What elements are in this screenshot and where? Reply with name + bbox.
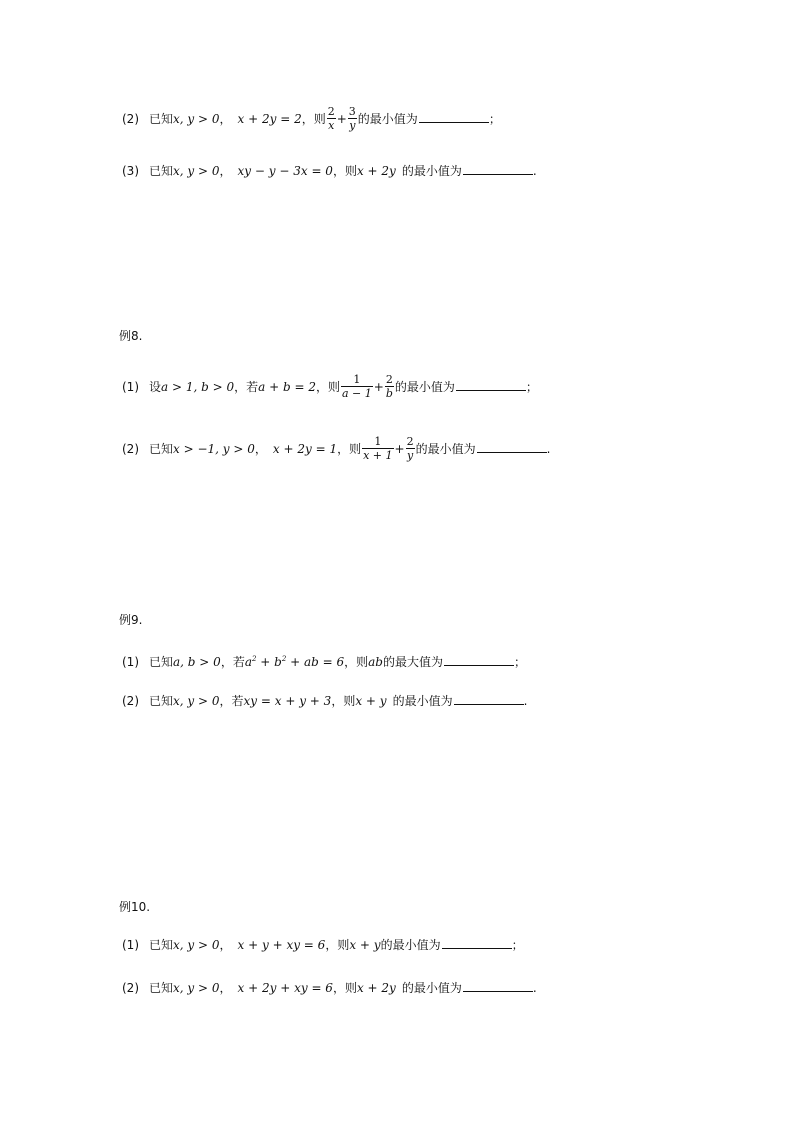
- separator: ，则: [332, 981, 357, 995]
- problem-text: 已知: [149, 981, 174, 995]
- problem-text: 已知: [149, 938, 174, 952]
- example-9-title: 例9.: [119, 613, 143, 627]
- answer-blank[interactable]: [444, 653, 514, 666]
- question-text: 的最小值为: [415, 442, 476, 456]
- example-10-title: 例10.: [119, 900, 151, 914]
- condition-math: x + 2y + xy = 6: [237, 981, 333, 995]
- end-punct: .: [532, 164, 537, 178]
- separator: ，: [219, 164, 232, 178]
- problem-text: 已知: [149, 694, 174, 708]
- question-text: 的最小值为: [380, 938, 441, 952]
- plus-sign: +: [394, 442, 405, 456]
- condition-math: x, y > 0: [173, 981, 220, 995]
- question-text: 的最小值为: [401, 164, 462, 178]
- plus-sign: +: [336, 112, 347, 126]
- problem-number: (3): [122, 164, 139, 178]
- example-8-problem-2: [122, 436, 550, 463]
- problem-number: (2): [122, 442, 139, 456]
- example-10-problem-2: [122, 979, 537, 997]
- question-text: 的最小值为: [357, 112, 418, 126]
- example-8-title: 例8.: [119, 329, 143, 343]
- problem-number: (1): [122, 380, 139, 394]
- fraction: $\frac{2}{y}$: [406, 435, 414, 462]
- separator: ，则: [315, 380, 340, 394]
- end-punct: .: [523, 694, 528, 708]
- fraction: $\frac{1}{x + 1}$: [363, 435, 393, 462]
- example-8-problem-1: [122, 374, 538, 401]
- condition-math: a, b > 0: [173, 655, 221, 669]
- end-punct: ；: [488, 112, 501, 126]
- separator: ，则: [332, 164, 357, 178]
- separator: ，: [219, 112, 232, 126]
- condition-math: x, y > 0: [173, 164, 220, 178]
- target-expression: x + 2y: [356, 164, 396, 178]
- end-punct: .: [546, 442, 551, 456]
- target-expression: ab: [368, 655, 383, 669]
- question-text: 的最小值为: [392, 694, 453, 708]
- problem-text: 已知: [149, 112, 174, 126]
- end-punct: ；: [511, 938, 524, 952]
- separator: ，: [254, 442, 267, 456]
- separator: ，若: [219, 694, 244, 708]
- problem-number: (1): [122, 938, 139, 952]
- problem-number: (2): [122, 981, 139, 995]
- problem-number: (1): [122, 655, 139, 669]
- plus-sign: +: [373, 380, 384, 394]
- answer-blank[interactable]: [419, 110, 489, 123]
- example-9-problem-1: [122, 650, 526, 671]
- separator: ，则: [337, 442, 362, 456]
- answer-blank[interactable]: [454, 692, 524, 705]
- fraction: $\frac{3}{y}$: [348, 105, 356, 132]
- separator: ，则: [325, 938, 350, 952]
- example-10-problem-1: [122, 936, 524, 954]
- problem-text: 已知: [149, 164, 174, 178]
- problem-text: 已知: [149, 655, 174, 669]
- end-punct: ；: [514, 655, 527, 669]
- condition-math: x + y + xy = 6: [237, 938, 326, 952]
- question-text: 的最小值为: [401, 981, 462, 995]
- separator: ，若: [220, 655, 245, 669]
- separator: ，: [219, 981, 232, 995]
- condition-math: x, y > 0: [173, 112, 220, 126]
- target-expression: x + y: [355, 694, 387, 708]
- condition-math: a > 1, b > 0: [161, 380, 235, 394]
- problem-text: 设: [149, 380, 162, 394]
- condition-math: xy = x + y + 3: [243, 694, 332, 708]
- end-punct: ；: [525, 380, 538, 394]
- fraction: $\frac{1}{a - 1}$: [342, 373, 372, 400]
- separator: ，则: [331, 694, 356, 708]
- separator: ，: [219, 938, 232, 952]
- condition-math: $a^2 + b^2$ + ab = 6: [244, 655, 345, 669]
- target-expression: x + 2y: [356, 981, 396, 995]
- target-expression: x + y: [349, 938, 381, 952]
- fraction: $\frac{2}{b}$: [385, 373, 393, 400]
- fraction: $\frac{2}{x}$: [327, 105, 335, 132]
- answer-blank[interactable]: [477, 440, 547, 453]
- separator: ，若: [234, 380, 259, 394]
- condition-math: x, y > 0: [173, 938, 220, 952]
- condition-math: x + 2y = 1: [272, 442, 338, 456]
- separator: ，则: [301, 112, 326, 126]
- answer-blank[interactable]: [463, 162, 533, 175]
- problem-text: 已知: [149, 442, 174, 456]
- condition-math: x + 2y = 2: [237, 112, 302, 126]
- problem-number: (2): [122, 112, 139, 126]
- problem-top-2: [122, 106, 501, 133]
- end-punct: .: [532, 981, 537, 995]
- answer-blank[interactable]: [442, 936, 512, 949]
- answer-blank[interactable]: [463, 979, 533, 992]
- condition-math: xy − y − 3x = 0: [237, 164, 333, 178]
- condition-math: x, y > 0: [173, 694, 220, 708]
- answer-blank[interactable]: [456, 378, 526, 391]
- question-text: 的最小值为: [394, 380, 455, 394]
- example-9-problem-2: [122, 692, 527, 710]
- condition-math: x > −1, y > 0: [173, 442, 255, 456]
- separator: ，则: [344, 655, 369, 669]
- problem-top-3: [122, 162, 537, 180]
- question-text: 的最大值为: [383, 655, 444, 669]
- condition-math: a + b = 2: [258, 380, 316, 394]
- problem-number: (2): [122, 694, 139, 708]
